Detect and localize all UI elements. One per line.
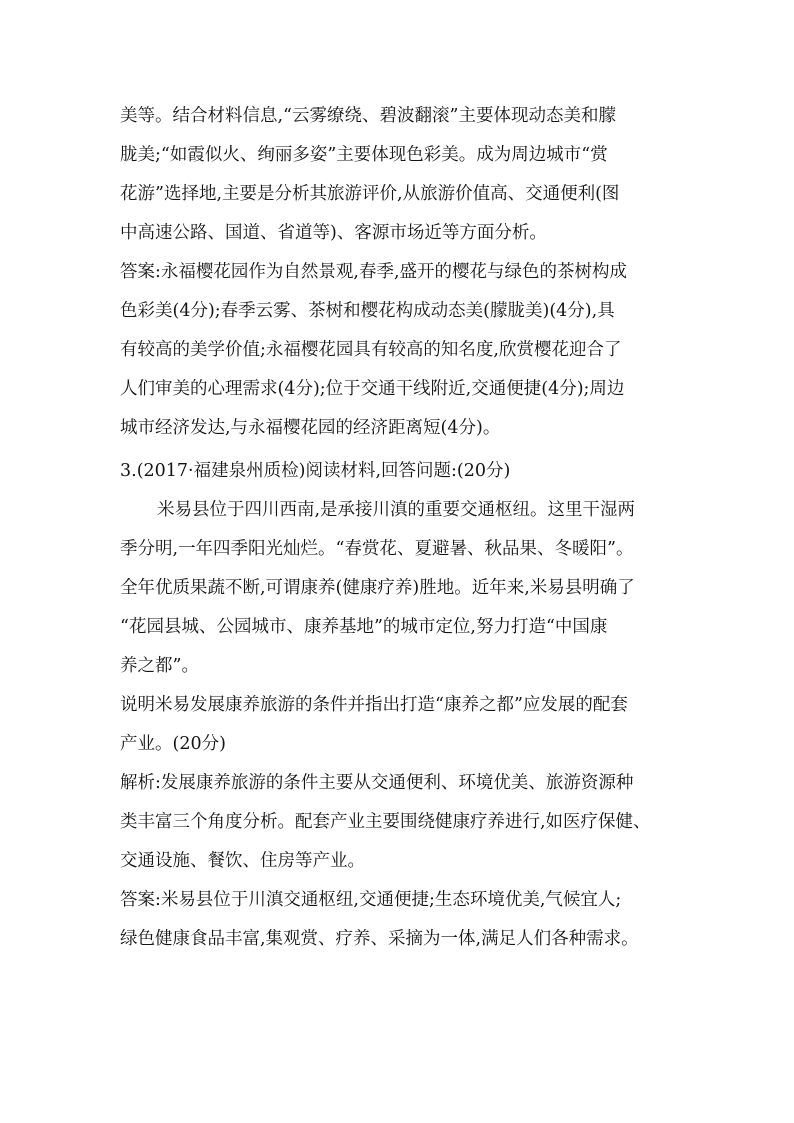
text-line: 中高速公路、国道、省道等)、客源市场近等方面分析。 [120, 223, 547, 243]
answer-line: 色彩美(4分);春季云雾、茶树和樱花构成动态美(朦胧美)(4分),具 [120, 301, 615, 321]
analysis-line: 解析:发展康养旅游的条件主要从交通便利、环境优美、旅游资源种 [120, 773, 634, 793]
material-line: “花园县城、公园城市、康养基地”的城市定位,努力打造“中国康 [120, 617, 608, 637]
answer-line: 绿色健康食品丰富,集观赏、疗养、采摘为一体,满足人们各种需求。 [120, 929, 639, 949]
question-line: 产业。(20分) [120, 734, 226, 754]
material-line: 全年优质果蔬不断,可谓康养(健康疗养)胜地。近年来,米易县明确了 [120, 578, 635, 598]
analysis-line: 交通设施、餐饮、住房等产业。 [120, 851, 365, 871]
answer-line: 答案:米易县位于川滇交通枢纽,交通便捷;生态环境优美,气候宜人; [120, 890, 622, 910]
question-heading: 3.(2017·福建泉州质检)阅读材料,回答问题:(20分) [120, 461, 511, 481]
analysis-line: 类丰富三个角度分析。配套产业主要围绕健康疗养进行,如医疗保健、 [120, 812, 651, 832]
answer-line: 有较高的美学价值;永福樱花园具有较高的知名度,欣赏樱花迎合了 [120, 340, 622, 360]
material-line: 养之都”。 [120, 656, 199, 676]
answer-line: 人们审美的心理需求(4分);位于交通干线附近,交通便捷(4分);周边 [120, 379, 625, 399]
question-line: 说明米易发展康养旅游的条件并指出打造“康养之都”应发展的配套 [120, 695, 628, 715]
text-line: 美等。结合材料信息,“云雾缭绕、碧波翻滚”主要体现动态美和朦 [120, 106, 616, 126]
material-line: 米易县位于四川西南,是承接川滇的重要交通枢纽。这里干湿两 [157, 500, 636, 520]
material-line: 季分明,一年四季阳光灿烂。“春赏花、夏避暑、秋品果、冬暖阳”。 [120, 539, 634, 559]
answer-line: 城市经济发达,与永福樱花园的经济距离短(4分)。 [120, 418, 501, 438]
text-line: 花游”选择地,主要是分析其旅游评价,从旅游价值高、交通便利(图 [120, 184, 620, 204]
text-line: 胧美;“如霞似火、绚丽多姿”主要体现色彩美。成为周边城市“赏 [120, 145, 608, 165]
answer-line: 答案:永福樱花园作为自然景观,春季,盛开的樱花与绿色的茶树构成 [120, 262, 628, 282]
